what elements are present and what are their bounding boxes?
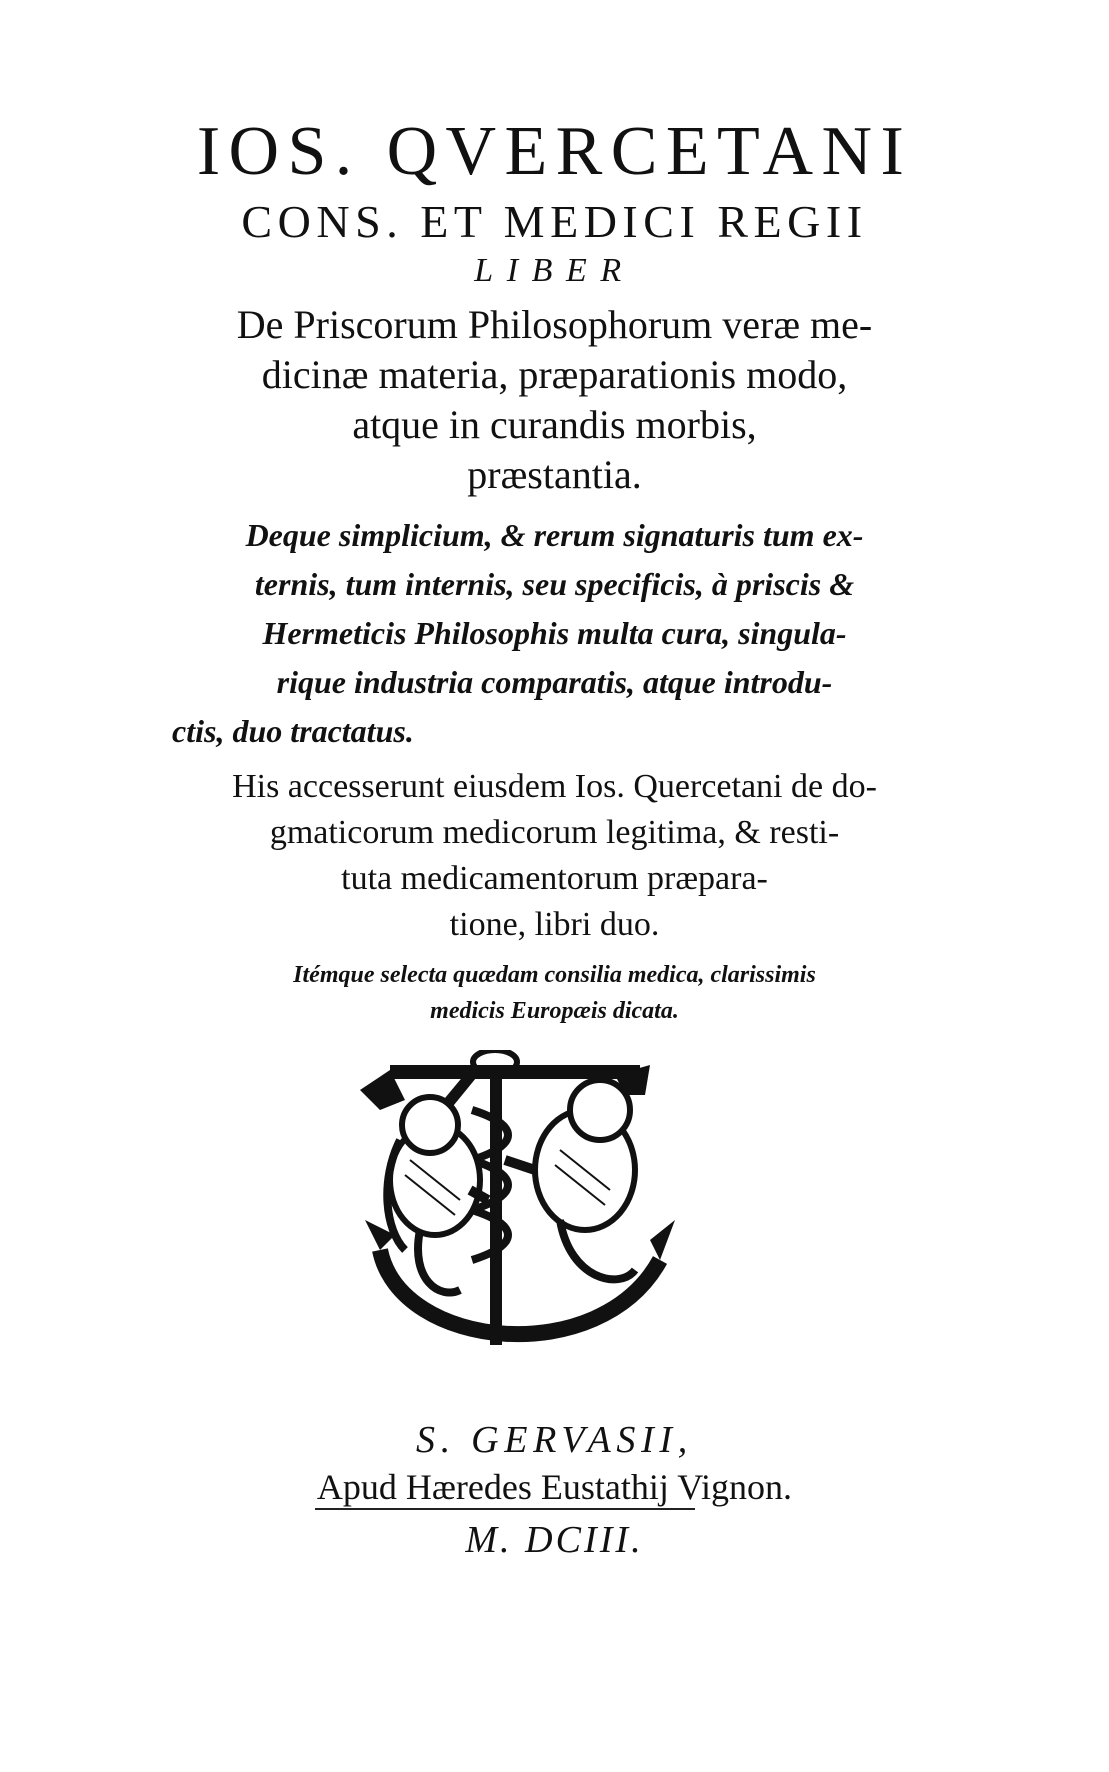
printer-device-anchor-icon <box>360 1050 760 1390</box>
second-part-line: ctis, duo tractatus. <box>172 713 414 749</box>
imprint-rule <box>315 1508 695 1510</box>
third-part-line: His accesserunt eiusdem Ios. Quercetani de do- <box>232 768 877 805</box>
third-part-line: tione, libri duo. <box>449 906 660 943</box>
main-title-line: atque in curandis morbis, <box>352 402 757 447</box>
fourth-part-line: Itémque selecta quædam consilia medica, clarissimis <box>293 962 816 988</box>
author-heading: IOS. QVERCETANI <box>196 113 913 190</box>
second-part-line: Hermeticis Philosophis multa cura, singula- <box>262 615 847 651</box>
second-part-line: Deque simplicium, & rerum signaturis tum ex- <box>245 517 864 553</box>
third-part-line: tuta medicamentorum præpara- <box>341 860 768 897</box>
main-title-line: præstantia. <box>467 452 642 497</box>
author-office: CONS. ET MEDICI REGII <box>241 196 868 247</box>
main-title-line: De Priscorum Philosophorum veræ me- <box>236 302 873 347</box>
imprint-place: S. GERVASII, <box>416 1419 693 1461</box>
second-part-line: ternis, tum internis, seu specificis, à priscis & <box>254 566 855 602</box>
third-part-line: gmaticorum medicorum legitima, & resti- <box>269 814 840 851</box>
imprint-printer: Apud Hæredes Eustathij Vignon. <box>316 1467 793 1507</box>
main-title-line: dicinæ materia, præparationis modo, <box>261 352 848 397</box>
second-part-line: rique industria comparatis, atque introdu- <box>276 664 833 700</box>
fourth-part-line: medicis Europæis dicata. <box>430 998 679 1024</box>
liber-label: LIBER <box>474 252 635 289</box>
imprint-year: M. DCIII. <box>465 1519 644 1561</box>
